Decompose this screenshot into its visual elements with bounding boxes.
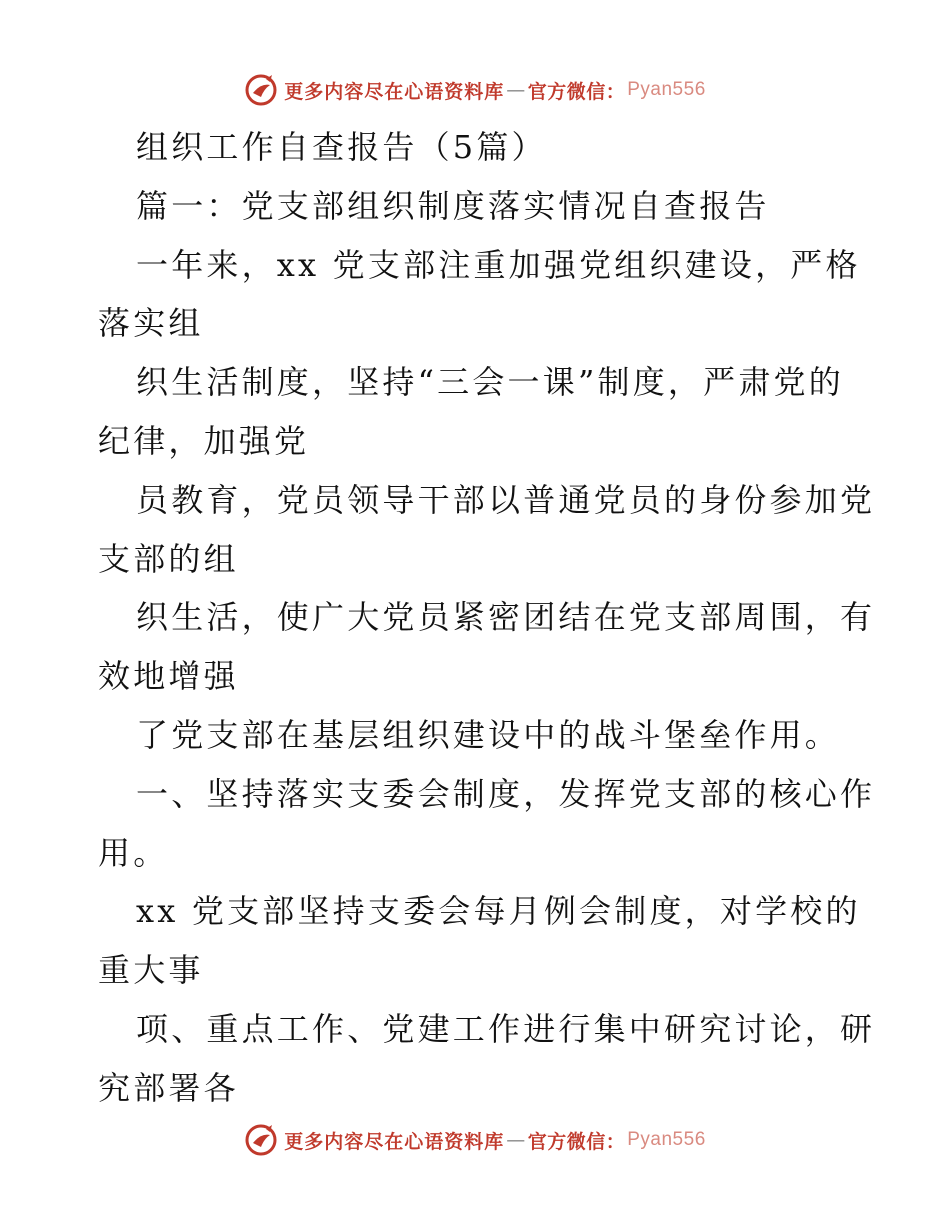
banner-text: 更多内容尽在心语资料库 — [284, 80, 505, 103]
logo-icon — [244, 73, 278, 107]
banner-text: 更多内容尽在心语资料库 — [284, 1130, 505, 1153]
banner-wechat-id: Pyan556 — [627, 1129, 706, 1150]
banner-wechat-label: 官方微信： — [527, 1130, 626, 1153]
text-line: 织生活，使广大党员紧密团结在党支部周围，有 — [136, 598, 876, 637]
text-line: xx 党支部坚持支委会每月例会制度，对学校的 — [136, 892, 861, 931]
text-line: 重大事 — [98, 951, 204, 990]
text-line: 织生活制度，坚持“三会一课”制度，严肃党的 — [136, 363, 844, 402]
text-line: 一年来，xx 党支部注重加强党组织建设，严格 — [136, 245, 861, 284]
text-line: 了党支部在基层组织建设中的战斗堡垒作用。 — [136, 715, 841, 754]
text-line: 落实组 — [98, 304, 204, 343]
text-line: 员教育，党员领导干部以普通党员的身份参加党 — [136, 480, 876, 519]
banner-wechat-id: Pyan556 — [627, 79, 706, 100]
text-line: 效地增强 — [98, 657, 239, 696]
text-line: 项、重点工作、党建工作进行集中研究讨论，研 — [136, 1009, 876, 1048]
footer-banner — [0, 1120, 950, 1160]
document-body — [98, 118, 876, 1118]
header-banner — [0, 70, 950, 110]
banner-wechat-label: 官方微信： — [527, 80, 626, 103]
document-title: 组织工作自查报告（5篇） — [136, 128, 547, 166]
text-line: 一、坚持落实支委会制度，发挥党支部的核心作 — [136, 774, 876, 813]
text-line: 究部署各 — [98, 1068, 239, 1107]
text-line: 纪律，加强党 — [98, 421, 310, 460]
banner-dash: — — [506, 79, 526, 101]
text-line: 用。 — [98, 833, 169, 872]
text-line: 篇一：党支部组织制度落实情况自查报告 — [136, 186, 770, 225]
banner-dash: — — [506, 1129, 526, 1151]
logo-icon — [244, 1123, 278, 1157]
text-line: 支部的组 — [98, 539, 239, 578]
